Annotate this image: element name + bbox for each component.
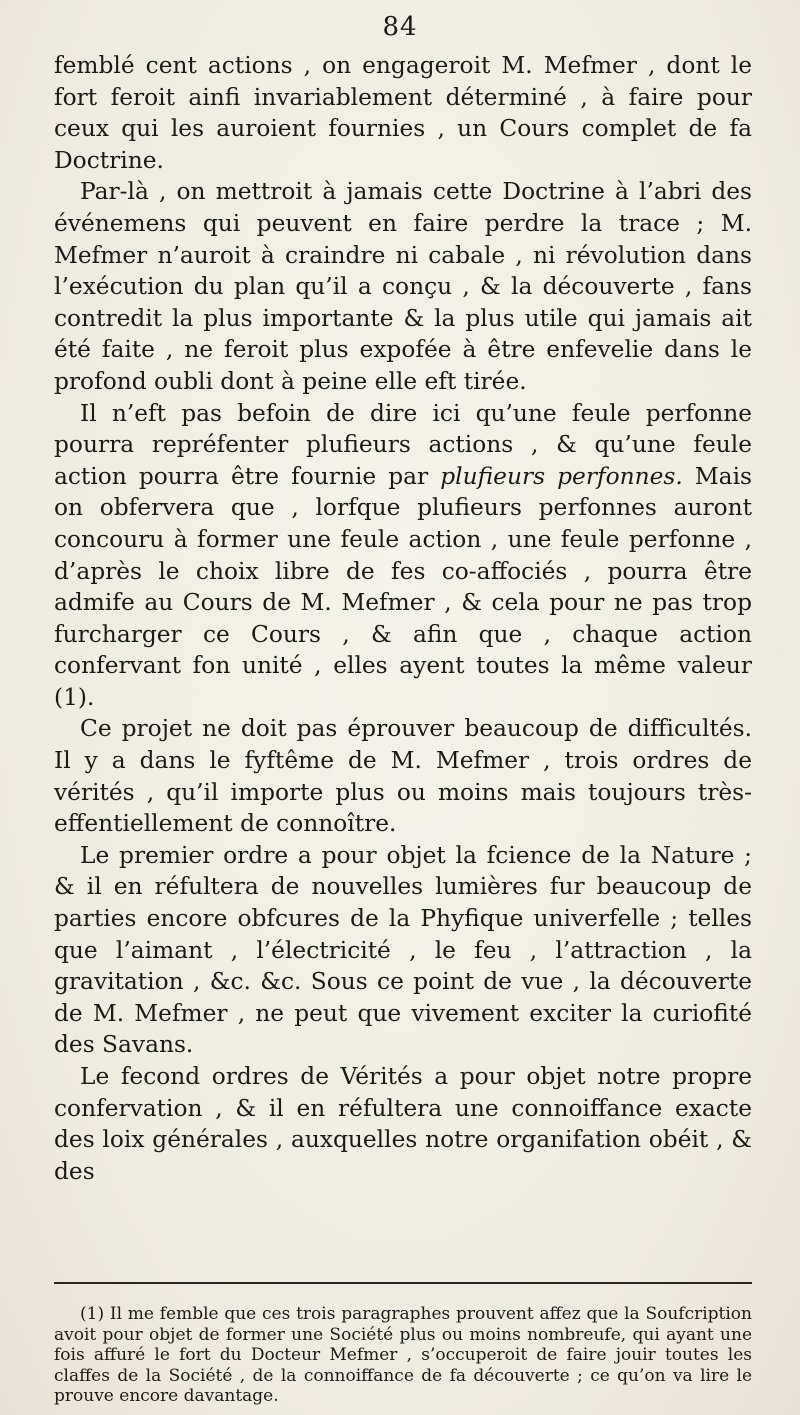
footnote-divider (54, 1282, 752, 1284)
paragraph-second-ordre: Le fecond ordres de Vérités a pour objet notre propre confervation , & il en réfultera une connoiffance exacte des loix générales , auxquelles notre organifation obéit , & des (54, 1063, 752, 1185)
italic-phrase: plufieurs perfonnes. (440, 462, 683, 490)
main-text (54, 50, 752, 1187)
footnote: (1) Il me femble que ces trois paragraphes prouvent affez que la Soufcription avoit pour objet de former une Société plus ou moins nombreufe, qui ayant une fois affuré le fort du Docteur Mefmer , s’occuperoit de faire jouir toutes les claffes de la Société , de la connoiffance de fa découverte ; ce qu’on va lire le prouve encore davantage. (54, 1304, 752, 1406)
paragraph-text-start: Il n’eft pas befoin de dire ici qu’une feule perfonne pourra repréfenter plufieurs actions , & qu’une feule action pourra être fournie par (54, 399, 752, 490)
page-number: 84 (382, 12, 418, 42)
paragraph-continuation: femblé cent actions , on engageroit M. Mefmer , dont le fort feroit ainfi invariablement déterminé , à faire pour ceux qui les auroient fournies , un Cours complet de fa Doctrine. (54, 52, 752, 174)
footnote-reference: (1). (54, 683, 95, 711)
paragraph-plusieurs-personnes (54, 398, 752, 714)
paragraph-premier-ordre: Le premier ordre a pour objet la fcience de la Nature ; & il en réfultera de nouvelles lumières fur beaucoup de parties encore obfcures de la Phyfique univerfelle ; telles que l’aimant , l’électricité , le feu , l’attraction , la gravitation , &c. &c. Sous ce point de vue , la découverte de M. Mefmer , ne peut que vivement exciter la curiofité des Savans. (54, 841, 752, 1059)
paragraph-doctrine-abri: Par-là , on mettroit à jamais cette Doctrine à l’abri des événemens qui peuvent en faire perdre la trace ; M. Mefmer n’auroit à craindre ni cabale , ni révolution dans l’exécution du plan qu’il a conçu , & la découverte , fans contredit la plus importante & la plus utile qui jamais ait été faite , ne feroit plus expofée à être enfevelie dans le profond oubli dont à peine elle eft tirée. (54, 178, 752, 395)
paragraph-trois-ordres: Ce projet ne doit pas éprouver beaucoup de difficultés. Il y a dans le fyftême de M. Mefmer , trois ordres de vérités , qu’il importe plus ou moins mais toujours très-effentiellement de connoître. (54, 715, 752, 838)
paragraph-text-end: Mais on obfervera que , lorfque plufieurs perfonnes auront concouru à former une feule action , une feule perfonne , d’après le choix libre de fes co-affociés , pourra être admife au Cours de M. Mefmer , & cela pour ne pas trop furcharger ce Cours , & afin que , chaque action confervant fon unité , elles ayent toutes la même valeur (54, 462, 752, 680)
